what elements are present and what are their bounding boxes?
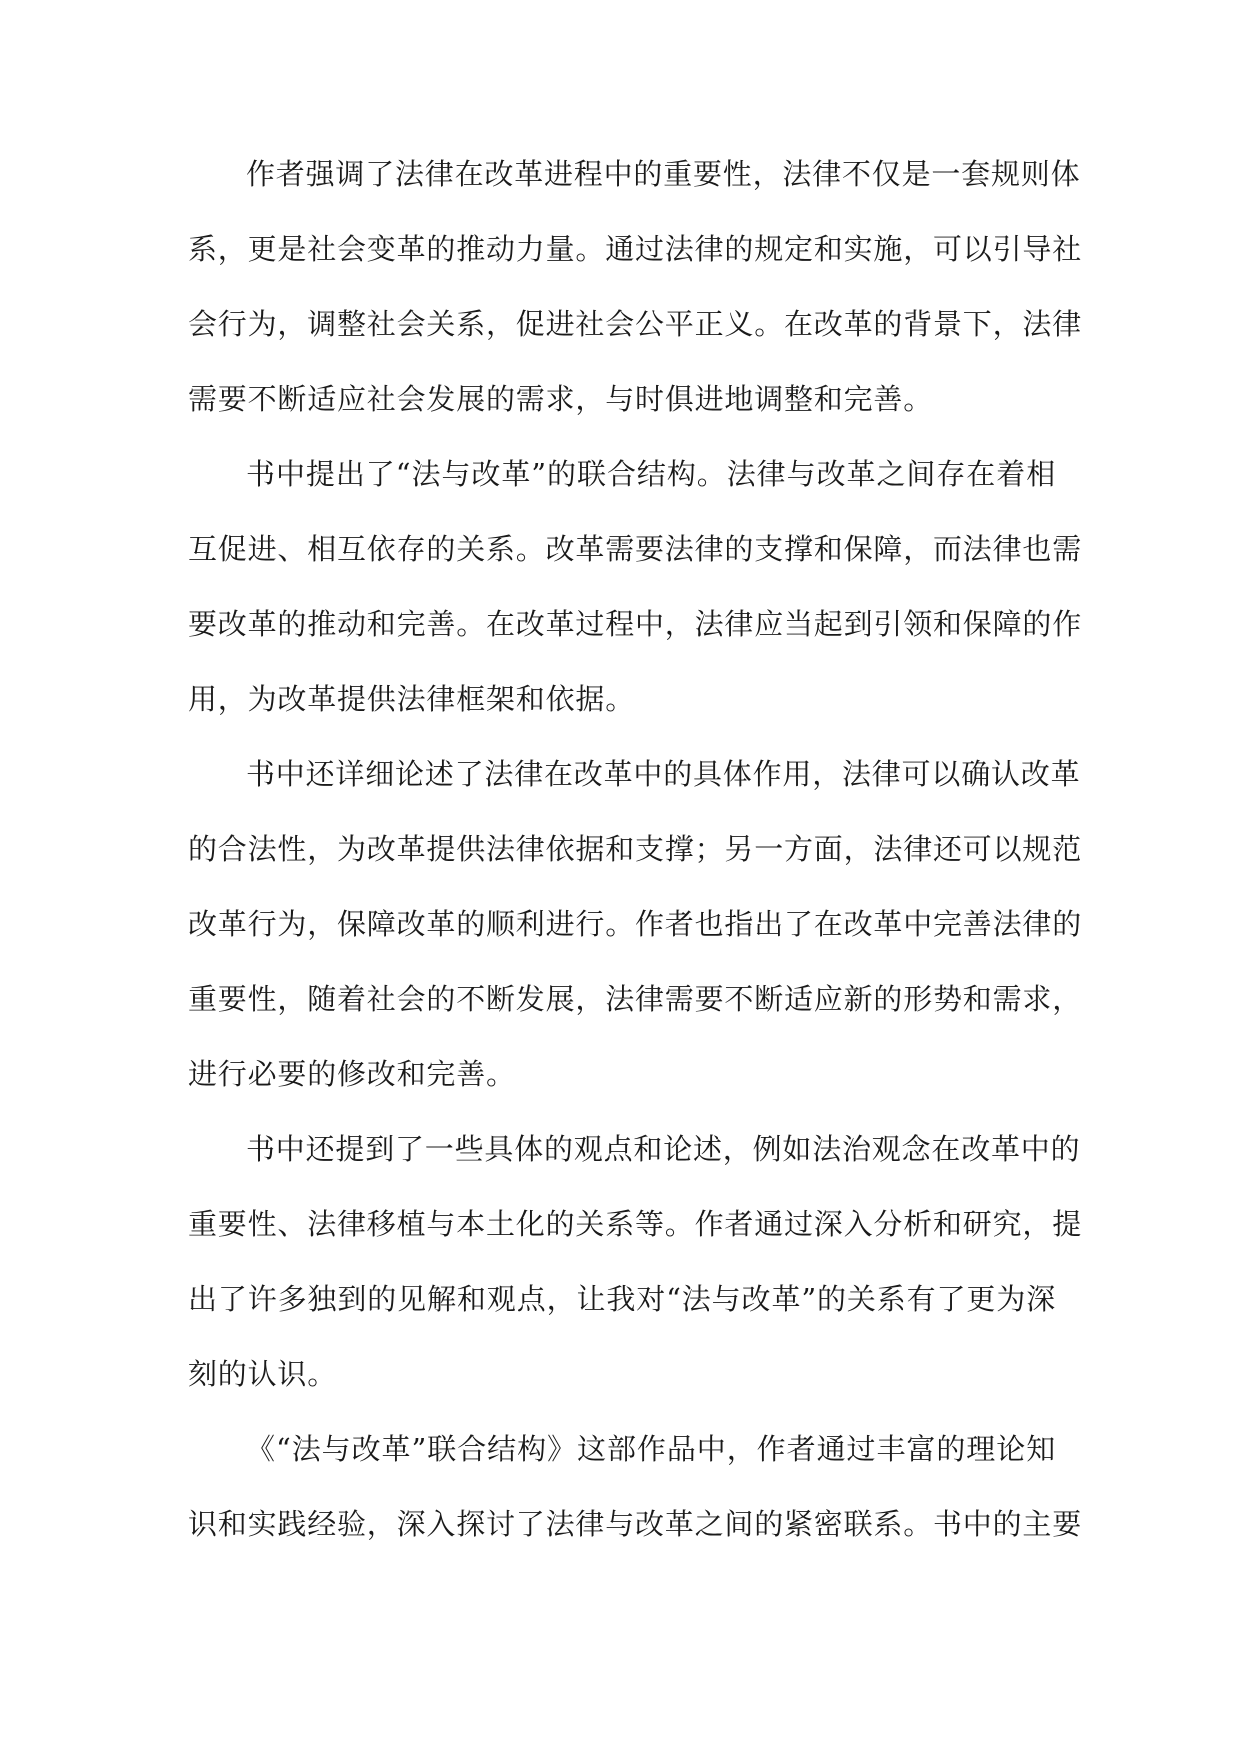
paragraph-1 [188, 137, 1083, 437]
text-line: 重要性，随着社会的不断发展，法律需要不断适应新的形势和需求， [188, 982, 1083, 1016]
paragraph-3 [188, 737, 1083, 1112]
document-body [188, 137, 1083, 1562]
text-line: 会行为，调整社会关系，促进社会公平正义。在改革的背景下，法律 [188, 307, 1083, 341]
paragraph-2 [188, 437, 1083, 737]
text-line: 《“法与改革”联合结构》这部作品中，作者通过丰富的理论知 [246, 1432, 1056, 1466]
text-line: 识和实践经验，深入探讨了法律与改革之间的紧密联系。书中的主要 [188, 1507, 1083, 1541]
text-line: 书中还详细论述了法律在改革中的具体作用，法律可以确认改革 [246, 757, 1081, 791]
text-line: 出了许多独到的见解和观点，让我对“法与改革”的关系有了更为深 [188, 1282, 1056, 1316]
text-line: 要改革的推动和完善。在改革过程中，法律应当起到引领和保障的作 [188, 607, 1083, 641]
text-line: 重要性、法律移植与本土化的关系等。作者通过深入分析和研究，提 [188, 1207, 1083, 1241]
text-line: 书中还提到了一些具体的观点和论述，例如法治观念在改革中的 [246, 1132, 1081, 1166]
text-line: 改革行为，保障改革的顺利进行。作者也指出了在改革中完善法律的 [188, 907, 1083, 941]
text-line: 的合法性，为改革提供法律依据和支撑；另一方面，法律还可以规范 [188, 832, 1083, 866]
text-line: 刻的认识。 [188, 1357, 338, 1391]
paragraph-5 [188, 1412, 1083, 1562]
text-line: 进行必要的修改和完善。 [188, 1057, 516, 1091]
text-line: 需要不断适应社会发展的需求，与时俱进地调整和完善。 [188, 382, 934, 416]
text-line: 书中提出了“法与改革”的联合结构。法律与改革之间存在着相 [246, 457, 1056, 491]
text-line: 作者强调了法律在改革进程中的重要性，法律不仅是一套规则体 [246, 157, 1081, 191]
text-line: 系，更是社会变革的推动力量。通过法律的规定和实施，可以引导社 [188, 232, 1083, 266]
paragraph-4 [188, 1112, 1083, 1412]
text-line: 用，为改革提供法律框架和依据。 [188, 682, 636, 716]
text-line: 互促进、相互依存的关系。改革需要法律的支撑和保障，而法律也需 [188, 532, 1083, 566]
